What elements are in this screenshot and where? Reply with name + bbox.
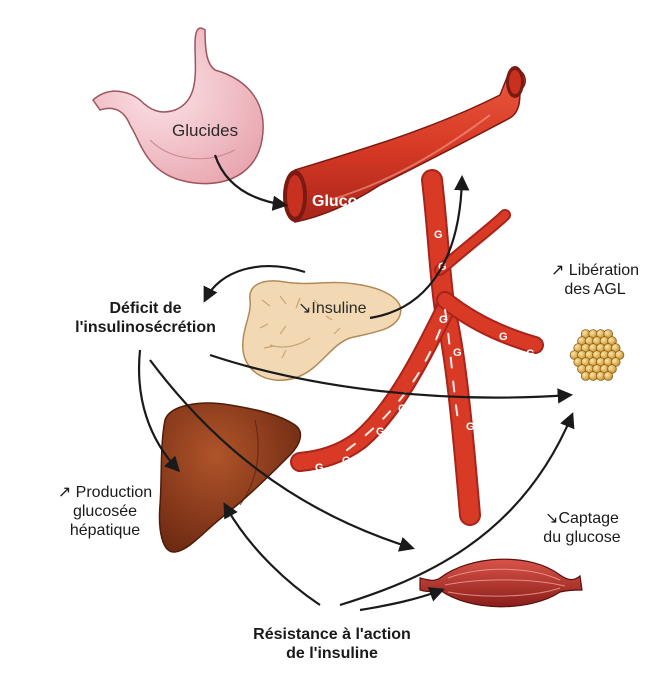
glucose-marker: G [434, 229, 443, 241]
glucose-marker: G [466, 421, 475, 433]
glucose-marker: G [438, 261, 447, 273]
label-production-line1: ↗ Production [57, 484, 153, 501]
pancreas-icon [243, 281, 401, 380]
label-glucose: Glucose [312, 193, 376, 210]
label-resistance-line2: de l'insuline [286, 644, 378, 662]
liver-icon [160, 403, 301, 552]
glucose-marker: G [376, 426, 385, 438]
label-deficit-line1: Déficit de [109, 300, 182, 317]
label-resistance-insuline [232, 626, 432, 664]
arrows [139, 155, 572, 610]
muscle-icon [420, 559, 582, 607]
label-deficit-line2: l'insulinosécrétion [75, 318, 216, 336]
fat-cell [604, 372, 613, 381]
stomach-icon [93, 28, 263, 183]
label-captage-glucose [532, 510, 632, 548]
glucose-marker: G [315, 462, 324, 474]
label-insuline: ↘Insuline [298, 300, 367, 317]
label-deficit-insulinosecretion [68, 300, 223, 338]
adipose-tissue-icon [570, 330, 624, 381]
glucose-marker: G [398, 403, 407, 415]
label-glucides: Glucides [172, 121, 239, 140]
glucose-marker: G [453, 347, 462, 359]
label-production-glucosee [46, 484, 164, 541]
arrow-resistance-to-muscle [360, 590, 442, 610]
glucose-marker: G [499, 331, 508, 343]
label-production-line2: glucosée [72, 502, 138, 520]
label-liberation-line1: ↗ Libération [550, 262, 640, 279]
label-liberation-agl [542, 262, 648, 300]
arrow-resistance-to-liver [225, 505, 320, 605]
label-liberation-line2: des AGL [564, 280, 626, 298]
label-captage-line1: ↘Captage [545, 510, 619, 527]
label-resistance-line1: Résistance à l'action [253, 626, 411, 643]
label-production-line3: hépatique [69, 521, 141, 539]
glucose-marker: G [439, 314, 448, 326]
label-captage-line2: du glucose [543, 528, 621, 546]
glucose-marker: G [526, 348, 535, 360]
glucose-marker: G [342, 455, 351, 467]
